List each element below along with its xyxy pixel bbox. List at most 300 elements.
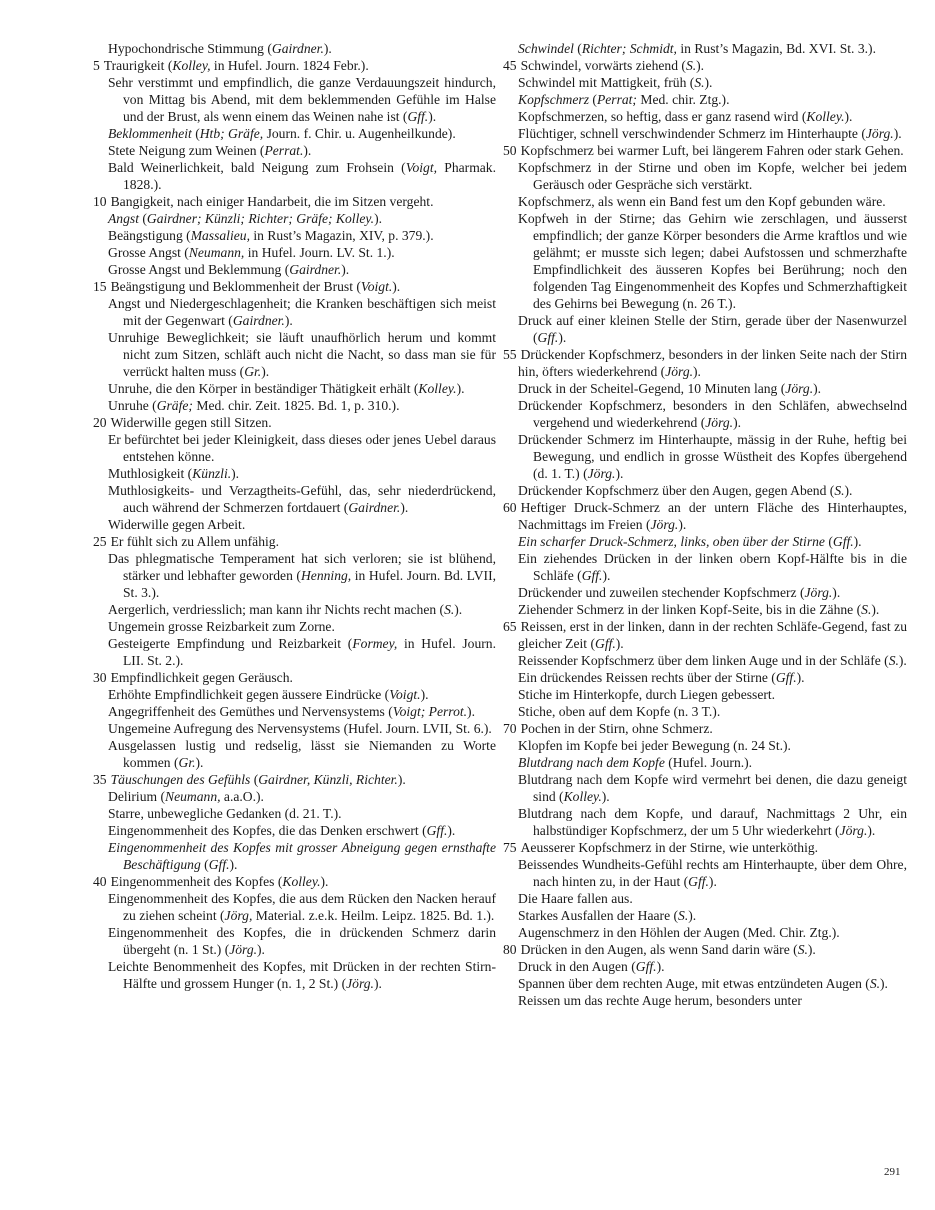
entry-text: Stete Neigung zum Weinen ( [108, 143, 265, 158]
italic-text: Jörg. [839, 823, 868, 838]
entry-text: ). [602, 568, 611, 583]
entry-text: Ein drückendes Reissen rechts über der Stirne ( [518, 670, 776, 685]
entry-text: Blutdrang nach dem Kopfe wird vermehrt bei denen, die dazu geneigt sind ( [518, 772, 907, 804]
symptom-entry [93, 873, 496, 890]
symptom-entry [518, 74, 907, 91]
symptom-entry [518, 754, 907, 771]
entry-text: ). [231, 466, 240, 481]
entry-text: Drückender Schmerz im Hinterhaupte, mässig in der Ruhe, heftig bei Bewegung, und endlich in grosse Wüstheit des Kopfes übergehend (d. 1. T.) ( [518, 432, 907, 481]
italic-text: Jörg. [804, 585, 833, 600]
entry-text: ). [871, 602, 880, 617]
entry-text: Traurigkeit ( [103, 58, 173, 73]
symptom-entry [108, 618, 496, 635]
italic-text: Voigt; Perrot. [392, 704, 468, 719]
entry-text: Flüchtiger, schnell verschwindender Schmerz im Hinterhaupte ( [518, 126, 866, 141]
entry-text: ). [420, 687, 429, 702]
entry-text: ). [392, 279, 401, 294]
symptom-entry [518, 856, 907, 890]
entry-text: ). [615, 466, 624, 481]
entry-text: ). [733, 415, 741, 430]
entry-text: ). [303, 143, 312, 158]
symptom-entry [108, 635, 496, 669]
entry-text: ). [813, 381, 822, 396]
entry-text: ( [573, 41, 582, 56]
entry-text: Ungemein grosse Reizbarkeit zum Zorne. [108, 619, 335, 634]
symptom-entry [108, 958, 496, 992]
entry-text: Grosse Angst ( [108, 245, 189, 260]
symptom-entry [93, 193, 496, 210]
entry-text: Die Haare fallen aus. [518, 891, 633, 906]
entry-text: ). [898, 653, 907, 668]
entry-text: Journ. f. Chir. u. Augenheilkunde). [263, 126, 456, 141]
entry-text: in Hufel. Journ. Bd. LVII, St. 3.). [123, 568, 496, 600]
entry-text: ). [261, 364, 270, 379]
symptom-entry [93, 57, 496, 74]
entry-text: Reissender Kopfschmerz über dem linken Auge und in der Schläfe ( [518, 653, 889, 668]
symptom-entry [108, 40, 496, 57]
italic-text: S. [888, 653, 899, 668]
line-number: 5 [93, 58, 100, 73]
italic-text: Jörg. [865, 126, 894, 141]
entry-text: ( [191, 126, 200, 141]
entry-text: Kopfschmerz bei warmer Luft, bei längerem Fahren oder stark Gehen. [520, 143, 904, 158]
italic-text: Gr. [178, 755, 196, 770]
symptom-entry [93, 771, 496, 788]
line-number: 80 [503, 942, 517, 957]
entry-text: Beängstigung ( [108, 228, 191, 243]
italic-text: Kolley. [418, 381, 457, 396]
symptom-entry [518, 482, 907, 499]
italic-text: Eingenommenheit des Kopfes mit grosser Abneigung gegen ernsthafte Beschäftigung [108, 840, 496, 872]
entry-text: in Hufel. Journ. 1824 Febr.). [210, 58, 369, 73]
entry-text: ). [853, 534, 862, 549]
entry-text: Spannen über dem rechten Auge, mit etwas entzündeten Augen ( [518, 976, 870, 991]
symptom-entry [108, 431, 496, 465]
italic-text: Blutdrang nach dem Kopfe [518, 755, 665, 770]
entry-text: ). [428, 109, 437, 124]
entry-text: Ausgelassen lustig und redselig, lässt sie Niemanden zu Worte kommen ( [108, 738, 496, 770]
symptom-entry [108, 142, 496, 159]
symptom-entry [518, 380, 907, 397]
line-number: 50 [503, 143, 517, 158]
symptom-entry [108, 686, 496, 703]
entry-text: Drücken in den Augen, als wenn Sand darin wäre ( [520, 942, 798, 957]
entry-text: Drückender Kopfschmerz, besonders in der linken Seite nach der Stirn hin, öfters wiederkehrend ( [518, 347, 907, 379]
entry-text: ). [558, 330, 567, 345]
entry-text: ). [832, 585, 841, 600]
entry-text: Ungemeine Aufregung des Nervensystems (Hufel. Journ. LVII, St. 6.). [108, 721, 492, 736]
symptom-entry [518, 108, 907, 125]
symptom-entry [503, 839, 907, 856]
symptom-entry [93, 669, 496, 686]
entry-text: ). [320, 874, 329, 889]
italic-text: Jörg. [346, 976, 374, 991]
symptom-entry [518, 924, 907, 941]
italic-text: S. [834, 483, 845, 498]
symptom-entry [518, 550, 907, 584]
entry-text: (Hufel. Journ.). [664, 755, 753, 770]
italic-text: Künzli. [192, 466, 232, 481]
entry-text: Eingenommenheit des Kopfes, die das Denken erschwert ( [108, 823, 427, 838]
entry-text: Empfindlichkeit gegen Geräusch. [110, 670, 293, 685]
entry-text: Angegriffenheit des Gemüthes und Nervensystems ( [108, 704, 393, 719]
symptom-entry [518, 890, 907, 907]
symptom-entry [518, 533, 907, 550]
entry-text: Gesteigerte Empfindung und Reizbarkeit ( [108, 636, 353, 651]
symptom-entry [108, 125, 496, 142]
italic-text: Gff. [407, 109, 429, 124]
entry-text: Hypochondrische Stimmung ( [108, 41, 272, 56]
entry-text: ). [456, 381, 465, 396]
entry-text: ). [284, 313, 293, 328]
entry-text: Erhöhte Empfindlichkeit gegen äussere Eindrücke ( [108, 687, 390, 702]
entry-text: ). [397, 772, 406, 787]
entry-text: Beängstigung und Beklommenheit der Brust ( [110, 279, 361, 294]
symptom-entry [518, 805, 907, 839]
entry-text: Kopfschmerzen, so heftig, dass er ganz rasend wird ( [518, 109, 807, 124]
italic-text: S. [685, 58, 697, 73]
symptom-entry [108, 465, 496, 482]
line-number: 55 [503, 347, 517, 362]
entry-text: Widerwille gegen Arbeit. [108, 517, 246, 532]
entry-text: Unruhe, die den Körper in beständiger Thätigkeit erhält ( [108, 381, 419, 396]
entry-text: Delirium ( [108, 789, 166, 804]
italic-text: Voigt, [405, 160, 438, 175]
symptom-entry [108, 227, 496, 244]
italic-text: Gff. [426, 823, 448, 838]
entry-text: Med. chir. Zeit. 1825. Bd. 1, p. 310.). [192, 398, 400, 413]
entry-text: ( [200, 857, 209, 872]
left-column [93, 40, 496, 992]
italic-text: Gff. [595, 636, 616, 651]
entry-text: Schwindel, vorwärts ziehend ( [520, 58, 686, 73]
entry-text: ). [400, 500, 409, 515]
italic-text: Gff. [208, 857, 230, 872]
entry-text: Drückender Kopfschmerz, besonders in den Schläfen, abwechselnd vergehend und wiederkehrend ( [518, 398, 907, 430]
italic-text: Jörg. [665, 364, 694, 379]
symptom-entry [108, 720, 496, 737]
entry-text: ). [454, 602, 463, 617]
entry-text: a.a.O.). [220, 789, 264, 804]
symptom-entry [518, 975, 907, 992]
entry-text: Eingenommenheit des Kopfes ( [110, 874, 283, 889]
italic-text: S. [869, 976, 881, 991]
italic-text: Jörg. [705, 415, 734, 430]
entry-text: Das phlegmatische Temperament hat sich verloren; sie ist blühend, stärker und lebhafter geworden ( [108, 551, 496, 583]
symptom-entry [518, 907, 907, 924]
entry-text: Drückender und zuweilen stechender Kopfschmerz ( [518, 585, 805, 600]
symptom-entry [108, 261, 496, 278]
symptom-entry [108, 890, 496, 924]
italic-text: Gairdner; Künzli; Richter; Gräfe; Kolley. [146, 211, 375, 226]
line-number: 30 [93, 670, 107, 685]
italic-text: Henning, [300, 568, 352, 583]
symptom-entry [518, 397, 907, 431]
entry-text: ). [704, 75, 713, 90]
symptom-entry [108, 822, 496, 839]
entry-text: Muthlosigkeit ( [108, 466, 193, 481]
entry-text: Widerwille gegen still Sitzen. [110, 415, 272, 430]
italic-text: Gairdner, Künzli, Richter. [258, 772, 398, 787]
entry-text: ). [615, 636, 624, 651]
symptom-entry [518, 159, 907, 193]
symptom-entry [503, 346, 907, 380]
entry-text: ). [867, 823, 876, 838]
italic-text: Jörg. [785, 381, 814, 396]
entry-text: Er befürchtet bei jeder Kleinigkeit, dass dieses oder jenes Uebel daraus entstehen könne. [108, 432, 496, 464]
entry-text: Druck in den Augen ( [518, 959, 636, 974]
entry-text: ). [693, 364, 701, 379]
entry-text: ). [601, 789, 610, 804]
entry-text: ). [688, 908, 697, 923]
italic-text: Richter; Schmidt, [581, 41, 677, 56]
entry-text: ). [696, 58, 705, 73]
symptom-entry [518, 193, 907, 210]
symptom-entry [518, 703, 907, 720]
symptom-entry [108, 805, 496, 822]
entry-text: Med. chir. Ztg.). [636, 92, 730, 107]
italic-text: Massalieu, [190, 228, 250, 243]
entry-text: in Rust’s Magazin, Bd. XVI. St. 3.). [676, 41, 876, 56]
symptom-entry [518, 652, 907, 669]
italic-text: Ein scharfer Druck-Schmerz, links, oben über der Stirne [518, 534, 825, 549]
entry-text: Muthlosigkeits- und Verzagtheits-Gefühl, das, sehr niederdrückend, auch während der Schmerzen fortdauert ( [108, 483, 496, 515]
entry-text: ). [893, 126, 902, 141]
italic-text: Gr. [244, 364, 262, 379]
symptom-entry [518, 601, 907, 618]
italic-text: Kolley. [563, 789, 602, 804]
italic-text: Formey, [352, 636, 398, 651]
entry-text: Eingenommenheit des Kopfes, die in drückenden Schmerz darin übergeht (n. 1 St.) ( [108, 925, 496, 957]
symptom-entry [503, 618, 907, 652]
symptom-entry [518, 992, 907, 1009]
italic-text: Kolley. [282, 874, 321, 889]
entry-text: ). [796, 670, 805, 685]
italic-text: Neumann, [188, 245, 245, 260]
line-number: 35 [93, 772, 107, 787]
line-number: 70 [503, 721, 517, 736]
entry-text: Starre, unbewegliche Gedanken (d. 21. T.). [108, 806, 342, 821]
symptom-entry [108, 295, 496, 329]
entry-text: Stiche, oben auf dem Kopfe (n. 3 T.). [518, 704, 721, 719]
italic-text: Schwindel [518, 41, 574, 56]
entry-text: Augenschmerz in den Höhlen der Augen (Med. Chir. Ztg.). [518, 925, 840, 940]
italic-text: Perrat; [596, 92, 637, 107]
entry-text: ( [138, 211, 147, 226]
line-number: 60 [503, 500, 517, 515]
symptom-entry [518, 958, 907, 975]
entry-text: Drückender Kopfschmerz über den Augen, gegen Abend ( [518, 483, 835, 498]
entry-text: Grosse Angst und Beklemmung ( [108, 262, 290, 277]
entry-text: Kopfweh in der Stirne; das Gehirn wie zerschlagen, und äusserst empfindlich; der ganze Körper besonders die Arme kraftlos und wie gelähmt; er musste sich legen; dabei Aufstossen und schmerzhafte Empfindlichkeit des äusseren Kopfes bei Berührung; noch den folgenden Tag Eingenommenheit des Kopfes und Schmerzhaftigkeit des Gehirns bei Bewegung (n. 26 T.). [518, 211, 907, 311]
entry-text: ( [824, 534, 833, 549]
line-number: 65 [503, 619, 517, 634]
entry-text: ). [844, 109, 853, 124]
page-number: 291 [884, 1166, 901, 1178]
italic-text: S. [861, 602, 872, 617]
symptom-entry [518, 91, 907, 108]
right-column [503, 40, 907, 1009]
symptom-entry [518, 737, 907, 754]
symptom-entry [503, 57, 907, 74]
entry-text: Klopfen im Kopfe bei jeder Bewegung (n. 24 St.). [518, 738, 791, 753]
italic-text: Angst [108, 211, 139, 226]
symptom-entry [108, 397, 496, 414]
symptom-entry [108, 482, 496, 516]
entry-text: ( [250, 772, 259, 787]
entry-text: ). [708, 874, 717, 889]
italic-text: Jörg. [587, 466, 616, 481]
entry-text: in Hufel. Journ. LII. St. 2.). [123, 636, 496, 668]
line-number: 25 [93, 534, 107, 549]
italic-text: Gff. [688, 874, 709, 889]
entry-text: Unruhige Beweglichkeit; sie läuft unaufhörlich herum und kommt nicht zum Sitzen, schläft auch nicht die Nacht, so dass man sie für verrückt halten muss ( [108, 330, 496, 379]
entry-text: in Hufel. Journ. LV. St. 1.). [244, 245, 395, 260]
italic-text: Beklommenheit [108, 126, 192, 141]
italic-text: Kopfschmerz [518, 92, 589, 107]
italic-text: Voigt. [389, 687, 421, 702]
entry-text: Starkes Ausfallen der Haare ( [518, 908, 679, 923]
entry-text: Angst und Niedergeschlagenheit; die Kranken beschäftigen sich meist mit der Gegenwart ( [108, 296, 496, 328]
entry-text: Aeusserer Kopfschmerz in der Stirne, wie unterköthig. [520, 840, 819, 855]
entry-text: Leichte Benommenheit des Kopfes, mit Drücken in der rechten Stirn-Hälfte und grossem Hunger (n. 1, 2 St.) ( [108, 959, 496, 991]
entry-text: ). [257, 942, 265, 957]
entry-text: ). [374, 211, 383, 226]
entry-text: Kopfschmerz, als wenn ein Band fest um den Kopf gebunden wäre. [518, 194, 886, 209]
symptom-entry [518, 125, 907, 142]
entry-text: Reissen, erst in der linken, dann in der rechten Schläfe-Gegend, fast zu gleicher Zeit ( [518, 619, 907, 651]
entry-text: Ein ziehendes Drücken in der linken obern Kopf-Hälfte bis in die Schläfe ( [518, 551, 907, 583]
italic-text: Htb; Gräfe, [199, 126, 264, 141]
symptom-entry [503, 941, 907, 958]
italic-text: Gff. [635, 959, 657, 974]
symptom-entry [518, 686, 907, 703]
symptom-entry [518, 431, 907, 482]
line-number: 40 [93, 874, 107, 889]
symptom-entry [108, 788, 496, 805]
symptom-entry [503, 142, 907, 159]
entry-text: Pharmak. 1828.). [123, 160, 496, 192]
entry-text: Material. z.e.k. Heilm. Leipz. 1825. Bd. 1.). [252, 908, 495, 923]
entry-text: Pochen in der Stirn, ohne Schmerz. [520, 721, 713, 736]
symptom-entry [108, 329, 496, 380]
italic-text: Gairdner. [232, 313, 285, 328]
italic-text: Gff. [775, 670, 797, 685]
symptom-entry [518, 771, 907, 805]
symptom-entry [108, 159, 496, 193]
symptom-entry [503, 720, 907, 737]
entry-text: Bangigkeit, nach einiger Handarbeit, die im Sitzen vergeht. [110, 194, 434, 209]
entry-text: Er fühlt sich zu Allem unfähig. [110, 534, 279, 549]
entry-text: ). [341, 262, 350, 277]
symptom-entry [93, 278, 496, 295]
italic-text: Gff. [581, 568, 603, 583]
italic-text: Jörg. [650, 517, 679, 532]
symptom-entry [518, 312, 907, 346]
entry-text: ). [323, 41, 332, 56]
entry-text: Unruhe ( [108, 398, 157, 413]
symptom-entry [108, 210, 496, 227]
line-number: 10 [93, 194, 107, 209]
entry-text: Sehr verstimmt und empfindlich, die ganze Verdauungszeit hindurch, von Mittag bis Abend, mit dem beklemmenden Gefühle im Halse und der Brust, als wenn einem das Weinen nahe ist ( [108, 75, 496, 124]
italic-text: Gairdner. [271, 41, 324, 56]
symptom-entry [108, 601, 496, 618]
symptom-entry [108, 839, 496, 873]
entry-text: Bald Weinerlichkeit, bald Neigung zum Frohsein ( [108, 160, 406, 175]
entry-text: ). [678, 517, 687, 532]
symptom-entry [108, 74, 496, 125]
entry-text: Druck in der Scheitel-Gegend, 10 Minuten lang ( [518, 381, 786, 396]
symptom-entry [93, 414, 496, 431]
symptom-entry [108, 737, 496, 771]
entry-text: Ziehender Schmerz in der linken Kopf-Seite, bis in die Zähne ( [518, 602, 862, 617]
line-number: 15 [93, 279, 107, 294]
entry-text: Beissendes Wundheits-Gefühl rechts am Hinterhaupte, über dem Ohre, nach hinten zu, in der Haut ( [518, 857, 907, 889]
italic-text: Neumann, [165, 789, 221, 804]
symptom-entry [518, 210, 907, 312]
symptom-entry [503, 499, 907, 533]
entry-text: Blutdrang nach dem Kopfe, und darauf, Nachmittags 2 Uhr, ein halbstündiger Kopfschmerz, der um 5 Uhr wiederkehrt ( [518, 806, 907, 838]
entry-text: Kopfschmerz in der Stirne und oben im Kopfe, welcher bei jedem Geräusch oder Gespräche sich verstärkt. [518, 160, 907, 192]
symptom-entry [518, 669, 907, 686]
italic-text: Gräfe; [156, 398, 193, 413]
symptom-entry [93, 533, 496, 550]
entry-text: Druck auf einer kleinen Stelle der Stirn, gerade über der Nasenwurzel ( [518, 313, 907, 345]
line-number: 45 [503, 58, 517, 73]
symptom-entry [108, 550, 496, 601]
italic-text: Gff. [832, 534, 854, 549]
entry-text: ). [447, 823, 456, 838]
italic-text: Gff. [537, 330, 559, 345]
entry-text: ). [656, 959, 665, 974]
entry-text: Eingenommenheit des Kopfes, die aus dem Rücken den Nacken herauf zu ziehen scheint ( [108, 891, 496, 923]
symptom-entry [518, 584, 907, 601]
symptom-entry [108, 516, 496, 533]
italic-text: S. [444, 602, 455, 617]
symptom-entry [108, 380, 496, 397]
entry-text: in Rust’s Magazin, XIV, p. 379.). [249, 228, 434, 243]
italic-text: S. [678, 908, 689, 923]
italic-text: S. [797, 942, 808, 957]
italic-text: Gairdner. [289, 262, 342, 277]
italic-text: Kolley, [172, 58, 211, 73]
entry-text: ). [195, 755, 204, 770]
entry-text: Stiche im Hinterkopfe, durch Liegen gebessert. [518, 687, 776, 702]
entry-text: ). [880, 976, 888, 991]
entry-text: Aergerlich, verdriesslich; man kann ihr Nichts recht machen ( [108, 602, 445, 617]
line-number: 20 [93, 415, 107, 430]
entry-text: ( [589, 92, 597, 107]
italic-text: Jörg, [224, 908, 253, 923]
italic-text: Kolley. [806, 109, 845, 124]
entry-text: Schwindel mit Mattigkeit, früh ( [518, 75, 695, 90]
symptom-entry [108, 244, 496, 261]
italic-text: Voigt. [360, 279, 393, 294]
italic-text: S. [694, 75, 705, 90]
symptom-entry [108, 924, 496, 958]
line-number: 75 [503, 840, 517, 855]
italic-text: Täuschungen des Gefühls [110, 772, 251, 787]
italic-text: Gairdner. [348, 500, 401, 515]
italic-text: Perrat. [264, 143, 304, 158]
entry-text: ). [807, 942, 816, 957]
italic-text: Jörg. [229, 942, 258, 957]
symptom-entry [518, 40, 907, 57]
entry-text: ). [229, 857, 238, 872]
entry-text: ). [844, 483, 853, 498]
entry-text: ). [467, 704, 475, 719]
entry-text: ). [373, 976, 382, 991]
